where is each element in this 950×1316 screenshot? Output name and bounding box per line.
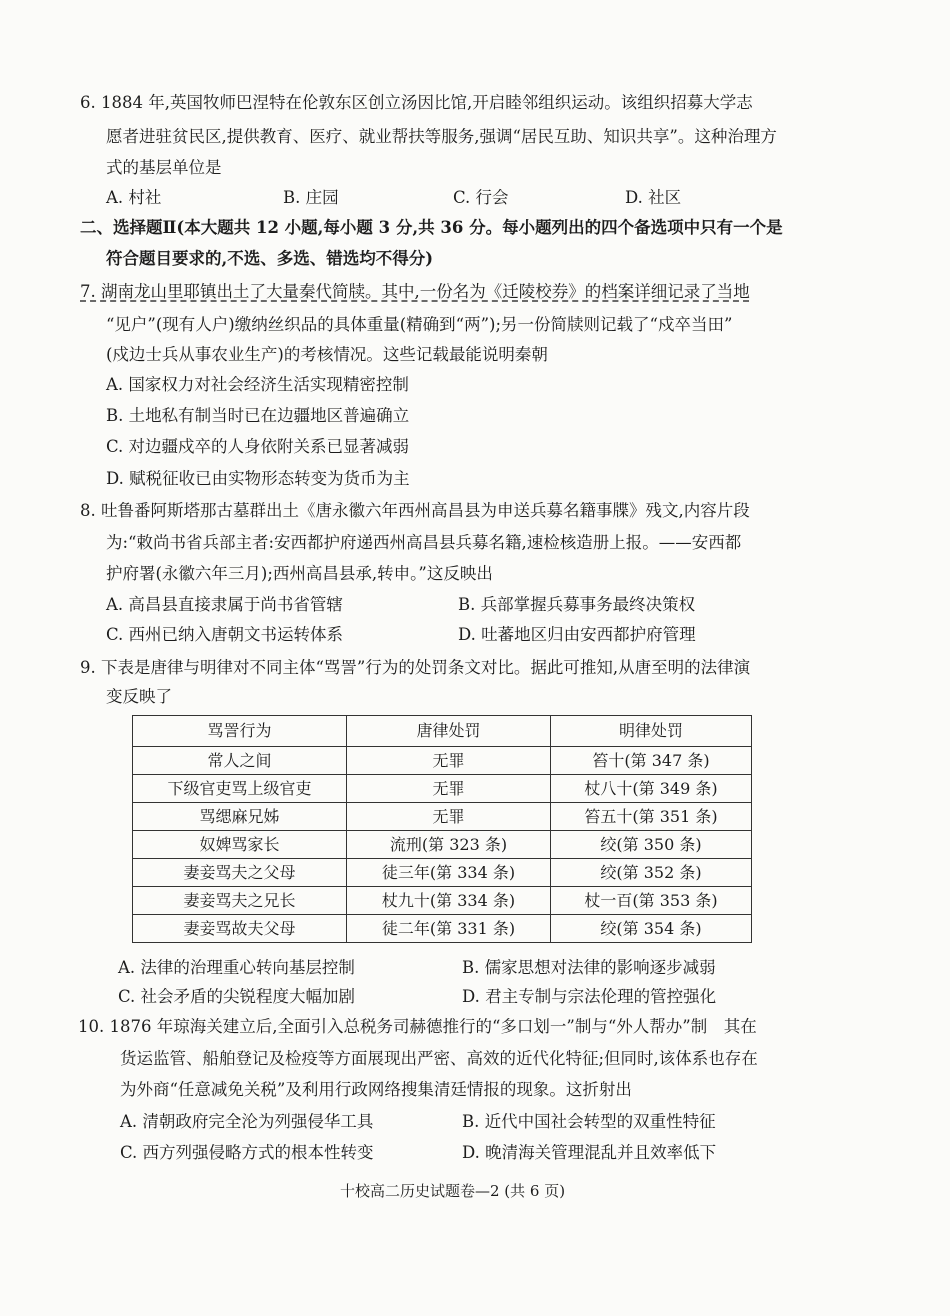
table-cell: 绞(第 352 条) [551, 859, 752, 887]
option-c: C. 西方列强侵略方式的根本性转变 [120, 1143, 374, 1162]
option-b: B. 庄园 [283, 188, 339, 207]
option-a: A. 国家权力对社会经济生活实现精密控制 [106, 375, 409, 394]
table-cell: 妻妾骂夫之父母 [133, 859, 347, 887]
question-8-text: 为:“敕尚书省兵部主者:安西都护府递西州高昌县兵募名籍,速检核造册上报。——安西都 [106, 533, 742, 552]
table-cell: 骂缌麻兄姊 [133, 803, 347, 831]
option-b: B. 儒家思想对法律的影响逐步减弱 [462, 958, 716, 977]
page-footer: 十校高二历史试题卷—2 (共 6 页) [340, 1182, 566, 1200]
table-cell: 绞(第 350 条) [551, 831, 752, 859]
table-header: 唐律处罚 [347, 716, 551, 747]
table-row [133, 831, 752, 859]
table-cell: 妻妾骂夫之兄长 [133, 887, 347, 915]
table-row [133, 887, 752, 915]
question-6-text: 6. 1884 年,英国牧师巴涅特在伦敦东区创立汤因比馆,开启睦邻组织运动。该组织招募大学志 [80, 93, 753, 112]
table-row [133, 747, 752, 775]
option-a: A. 清朝政府完全沦为列强侵华工具 [120, 1112, 374, 1131]
table-cell: 徒三年(第 334 条) [347, 859, 551, 887]
question-9-text: 变反映了 [106, 687, 172, 706]
question-6-text: 式的基层单位是 [106, 158, 222, 177]
table-cell: 无罪 [347, 803, 551, 831]
table-cell: 妻妾骂故夫父母 [133, 915, 347, 943]
comparison-table [132, 715, 752, 943]
question-7-text: (戍边士兵从事农业生产)的考核情况。这些记载最能说明秦朝 [106, 345, 548, 364]
option-c: C. 西州已纳入唐朝文书运转体系 [106, 625, 344, 644]
question-10-text: 为外商“任意减免关税”及利用行政网络搜集清廷情报的现象。这折射出 [120, 1080, 632, 1099]
question-8-text: 8. 吐鲁番阿斯塔那古墓群出土《唐永徽六年西州高昌县为申送兵募名籍事牒》残文,内容片段 [80, 501, 750, 520]
table-cell: 无罪 [347, 747, 551, 775]
table-cell: 徒二年(第 331 条) [347, 915, 551, 943]
option-d: D. 君主专制与宗法伦理的管控强化 [462, 987, 717, 1006]
table-row [133, 775, 752, 803]
section-heading: 符合题目要求的,不选、多选、错选均不得分) [106, 249, 434, 268]
table-cell: 奴婢骂家长 [133, 831, 347, 859]
option-a: A. 村社 [106, 188, 162, 207]
option-d: D. 晚清海关管理混乱并且效率低下 [462, 1143, 717, 1162]
table-cell: 杖八十(第 349 条) [551, 775, 752, 803]
option-b: B. 土地私有制当时已在边疆地区普遍确立 [106, 406, 410, 425]
question-9-text: 9. 下表是唐律与明律对不同主体“骂詈”行为的处罚条文对比。据此可推知,从唐至明的法律演 [80, 658, 751, 677]
table-row [133, 859, 752, 887]
table-cell: 杖一百(第 353 条) [551, 887, 752, 915]
option-d: D. 社区 [625, 188, 682, 207]
table-cell: 笞十(第 347 条) [551, 747, 752, 775]
option-d: D. 吐蕃地区归由安西都护府管理 [458, 625, 696, 644]
table-header: 明律处罚 [551, 716, 752, 747]
table-cell: 杖九十(第 334 条) [347, 887, 551, 915]
option-a: A. 高昌县直接隶属于尚书省管辖 [106, 595, 343, 614]
option-c: C. 社会矛盾的尖锐程度大幅加剧 [118, 987, 356, 1006]
table-cell: 常人之间 [133, 747, 347, 775]
table-cell: 笞五十(第 351 条) [551, 803, 752, 831]
option-b: B. 近代中国社会转型的双重性特征 [462, 1112, 716, 1131]
question-10-text: 10. 1876 年琼海关建立后,全面引入总税务司赫德推行的“多口划一”制与“外人帮办”制 其在 [78, 1017, 757, 1036]
question-6-text: 愿者进驻贫民区,提供教育、医疗、就业帮扶等服务,强调“居民互助、知识共享”。这种治理方 [106, 127, 777, 146]
option-c: C. 对边疆戍卒的人身依附关系已显著减弱 [106, 437, 410, 456]
option-b: B. 兵部掌握兵募事务最终决策权 [458, 595, 696, 614]
table-header: 骂詈行为 [133, 716, 347, 747]
table-cell: 绞(第 354 条) [551, 915, 752, 943]
option-a: A. 法律的治理重心转向基层控制 [118, 958, 355, 977]
table-row [133, 915, 752, 943]
option-c: C. 行会 [453, 188, 509, 207]
table-header-row [133, 716, 752, 747]
question-7-text: “见户”(现有人户)缴纳丝织品的具体重量(精确到“两”);另一份简牍则记载了“戍卒当田” [106, 315, 733, 334]
section-heading: 二、选择题Ⅱ(本大题共 12 小题,每小题 3 分,共 36 分。每小题列出的四个备选项中只有一个是 [80, 218, 783, 237]
option-d: D. 赋税征收已由实物形态转变为货币为主 [106, 469, 410, 488]
table-row [133, 803, 752, 831]
table-cell: 无罪 [347, 775, 551, 803]
table-cell: 流刑(第 323 条) [347, 831, 551, 859]
question-10-text: 货运监管、船舶登记及检疫等方面展现出严密、高效的近代化特征;但同时,该体系也存在 [120, 1049, 758, 1068]
table-cell: 下级官吏骂上级官吏 [133, 775, 347, 803]
question-8-text: 护府署(永徽六年三月);西州高昌县承,转申。”这反映出 [106, 564, 493, 583]
question-7-text: 7. 湖南龙山里耶镇出土了大量秦代简牍。其中,一份名为《迁陵校券》的档案详细记录了当地 [80, 282, 750, 301]
